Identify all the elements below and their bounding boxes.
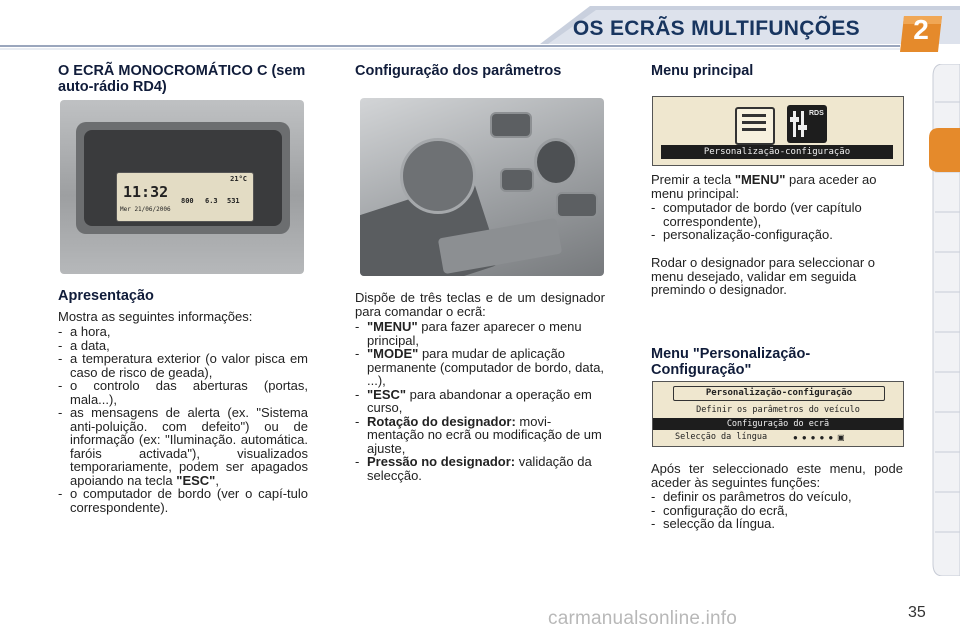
menu-option-language: Selecção da língua <box>675 432 768 442</box>
list-item <box>355 455 605 482</box>
lcd-value-2: 6.3 <box>205 197 218 205</box>
list-item: - definir os parâmetros do veículo, <box>651 490 903 504</box>
list-item <box>355 415 605 456</box>
list-item <box>355 347 605 388</box>
presentation-intro: Mostra as seguintes informações: <box>58 309 253 324</box>
list-item-text: para abandonar a operação em curso, <box>367 386 592 415</box>
chapter-tab-rail <box>925 64 960 576</box>
section-title-presentation: Apresentação <box>58 288 154 304</box>
list-item: - configuração do ecrã, <box>651 504 903 518</box>
list-item: - o controlo das aberturas (portas, mala...), <box>58 379 308 406</box>
section-title-configuration: Configuração dos parâmetros <box>355 63 562 79</box>
list-item-text: para fazer aparecer o menu principal, <box>367 319 582 348</box>
menu-key-label: "MENU" <box>367 319 418 334</box>
main-menu-selection-bar: Personalização-configuração <box>661 145 893 159</box>
section-title-monochrome-screen: O ECRÃ MONOCROMÁTICO C (sem auto-rádio RD4) <box>58 63 306 95</box>
list-item-text: as mensagens de alerta (ex. "Sistema anti-poluição. com defeito") ou de informação (ex: "Iluminação. automática. faróis activada"), visualizados temporariamente, podem ser apagados apoiando na tecla <box>70 405 308 488</box>
personalization-menu-screen <box>652 381 904 447</box>
configuration-intro: Dispõe de três teclas e de um designador para comandar o ecrã: <box>355 290 605 319</box>
controls-photo <box>360 98 604 276</box>
monochrome-display-photo <box>60 100 304 274</box>
lcd-value-1: 800 <box>181 197 194 205</box>
personalization-list <box>651 490 903 531</box>
personalization-intro: Após ter seleccionado este menu, pode aceder às seguintes funções: <box>651 461 903 490</box>
list-item <box>355 320 605 347</box>
section-title-main-menu: Menu principal <box>651 63 754 79</box>
main-menu-intro <box>651 173 905 200</box>
list-item: - a hora, <box>58 325 308 339</box>
rds-badge: RDS <box>809 110 824 117</box>
menu-option-screen-config: Configuração do ecrã <box>653 418 903 430</box>
lcd-time: 11:32 <box>123 183 169 201</box>
main-menu-screen <box>652 96 904 166</box>
list-item-text: validação da selecção. <box>367 454 592 483</box>
lcd-value-3: 531 <box>227 197 240 205</box>
list-item: - a temperatura exterior (o valor pisca em caso de risco de geada), <box>58 352 308 379</box>
watermark: carmanualsonline.info <box>548 608 738 629</box>
list-item: - computador de bordo (ver capítulo correspondente), <box>651 201 905 228</box>
dial-rotation-label: Rotação do designador: <box>367 413 516 429</box>
text-span: para aceder ao menu principal: <box>651 172 877 201</box>
lcd-screen <box>116 172 254 222</box>
menu-screen-title: Personalização-configuração <box>673 386 885 401</box>
page-number: 35 <box>908 604 926 621</box>
list-item-text: movi-mentação no ecrã ou modificação de um ajuste, <box>367 413 602 456</box>
esc-key-label: "ESC" <box>176 472 216 488</box>
lcd-temperature: 21°C <box>230 175 247 183</box>
list-item: - selecção da língua. <box>651 517 903 531</box>
section-title-personalization-menu: Menu "Personalização-Configuração" <box>651 346 811 378</box>
menu-option-vehicle-params: Definir os parâmetros do veículo <box>696 405 860 415</box>
list-item: - personalização-configuração. <box>651 228 905 242</box>
main-menu-list <box>651 201 905 242</box>
mode-key-label: "MODE" <box>367 346 419 361</box>
onboard-computer-icon <box>735 107 775 145</box>
controls-list <box>355 320 605 482</box>
main-menu-instruction: Rodar o designador para seleccionar o menu desejado, validar em seguida premindo o designador. <box>651 255 876 297</box>
menu-key-label: "MENU" <box>734 172 786 187</box>
settings-sliders-icon <box>787 105 827 143</box>
list-item-text: para mudar de aplicação permanente (computador de bordo, data, ...), <box>367 346 605 388</box>
esc-key-label: "ESC" <box>367 386 407 402</box>
list-item <box>355 388 605 415</box>
lcd-date: Mer 21/06/2006 <box>120 206 171 213</box>
text-span: Premir a tecla <box>651 172 735 187</box>
list-item: - a data, <box>58 339 308 353</box>
chapter-number: 2 <box>913 14 929 45</box>
page-title: OS ECRÃS MULTIFUNÇÕES <box>572 17 860 40</box>
list-item-punct: , <box>215 472 219 488</box>
list-item: - o computador de bordo (ver o capí-tulo correspondente). <box>58 487 308 514</box>
presentation-list <box>58 325 308 514</box>
list-item <box>58 406 308 487</box>
dial-press-label: Pressão no designador: <box>367 454 516 469</box>
language-flag-icons: ●●●●●▣ <box>793 433 849 442</box>
